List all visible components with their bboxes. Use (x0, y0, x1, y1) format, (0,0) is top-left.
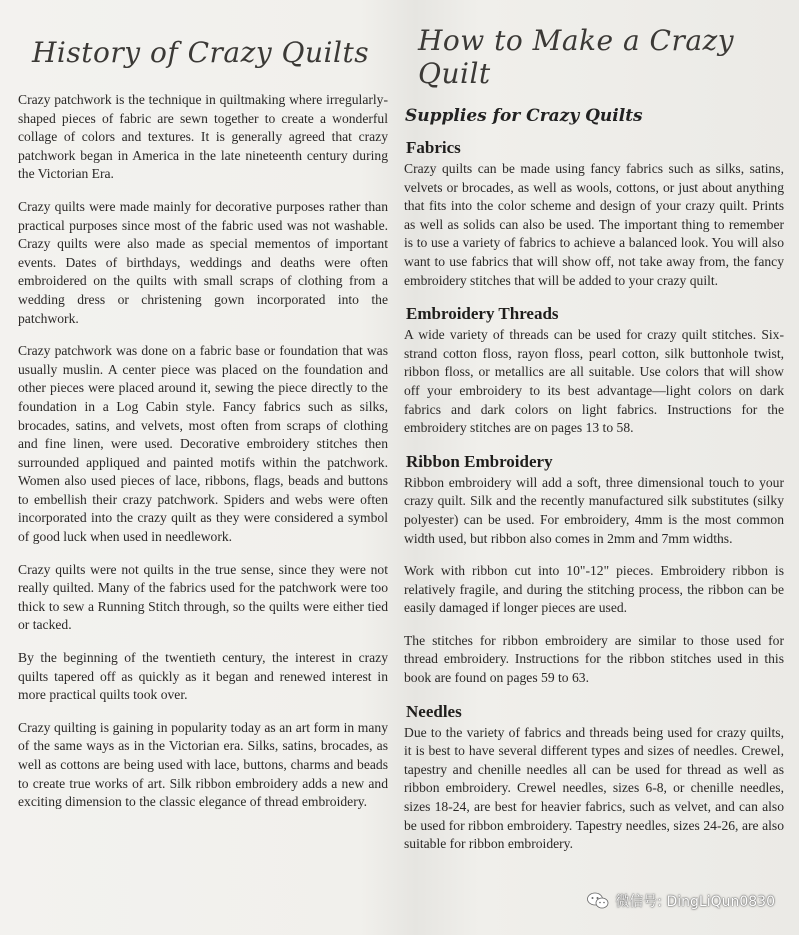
section-heading: Embroidery Threads (406, 304, 559, 324)
section-paragraph: Ribbon embroidery will add a soft, three dimensional touch to your crazy quilt. Silk and the recently manufactured silk substitutes (silky polyester) can be used. For embroidery, 4mm is the most common width used, but ribbon also comes in 2mm and 7mm widths. (404, 474, 784, 546)
history-paragraph: By the beginning of the twentieth century, the interest in crazy quilts tapered off as quickly as it began and renewed interest in more practical quilts took over. (18, 650, 388, 703)
history-paragraph: Crazy patchwork was done on a fabric base or foundation that was usually muslin. A center piece was placed on the foundation and other pieces were placed around it, sewing the piece directly to the foundation in a Log Cabin style. Fancy fabrics such as silks, brocades, satins, and velvets, most often from scraps of clothing and fine linen, were used. Decorative embroidery stitches then surrounded appliqued and painted motifs within the patchwork. Women also used pieces of lace, ribbons, flags, beads and buttons to embellish their crazy patchwork. Spiders and webs were often incorporated into the crazy quilt as they were considered a symbol of good luck when used in needlework. (18, 343, 388, 545)
history-body (18, 91, 388, 812)
supplies-subtitle: Supplies for Crazy Quilts (405, 106, 643, 126)
wechat-watermark (587, 891, 775, 911)
watermark-text: 微信号: DingLiQun0830 (615, 894, 775, 910)
section-paragraph: Crazy quilts can be made using fancy fabrics such as silks, satins, velvets or brocades, as well as wools, cottons, or just about anything that fits into the color scheme and design of your crazy quilt. Prints as well as solids can also be used. The important thing to remember is to use a variety of fabrics to achieve a balanced look. You will also want to use fabrics that will show off, not take away from, the fancy embroidery stitches that will be added to your crazy quilt. (404, 161, 784, 288)
section-heading: Fabrics (406, 138, 461, 157)
wechat-icon (587, 892, 609, 910)
history-paragraph: Crazy patchwork is the technique in quiltmaking where irregularly-shaped pieces of fabric are sewn together to create a wonderful collage of colors and textures. It is generally agreed that crazy patchwork began in America in the late nineteenth century during the Victorian Era. (18, 92, 388, 182)
section-heading: Ribbon Embroidery (406, 451, 553, 471)
section-fabrics (404, 138, 784, 290)
section-paragraph: Due to the variety of fabrics and threads being used for crazy quilts, it is best to have several different types and sizes of needles. Crewel, tapestry and chenille needles all can be used for thread as well as ribbon embroidery. Crewel needles, sizes 6-8, or chenille needles, sizes 18-24, are best for heavier fabrics, such as velvet, and can also be used for ribbon embroidery. Tapestry needles, sizes 24-26, are also suitable for ribbon embroidery. (404, 724, 784, 852)
history-paragraph: Crazy quilts were not quilts in the true sense, since they were not really quilted. Many of the fabrics used for the patchwork were too thick to sew a Running Stitch through, so the quilts were either tied or tacked. (18, 561, 388, 633)
section-needles (404, 702, 784, 854)
section-embroidery-threads (404, 304, 784, 438)
history-title: History of Crazy Quilts (32, 36, 370, 69)
section-paragraph: The stitches for ribbon embroidery are similar to those used for thread embroidery. Instructions for the ribbon stitches used in this book are found on pages 59 to 63. (404, 632, 784, 686)
history-paragraph: Crazy quilts were made mainly for decorative purposes rather than practical purposes since most of the fabric used was not washable. Crazy quilts were also made as special mementos of important events. Dates of birthdays, weddings and deaths were often embroidered on the quilts with small scraps of clothing from a wedding dress or christening gown incorporated into the patchwork. (18, 198, 388, 326)
how-to-column (404, 0, 784, 868)
history-paragraph: Crazy quilting is gaining in popularity today as an art form in many of the same ways as in the Victorian era. Silks, satins, brocades, as well as cottons are being used with lace, buttons, charms and beads to create true works of art. Silk ribbon embroidery adds a new and exciting dimension to the classic elegance of thread embroidery. (18, 719, 388, 810)
how-to-title: How to Make a Crazy Quilt (418, 24, 735, 90)
section-paragraph: Work with ribbon cut into 10"-12" pieces. Embroidery ribbon is relatively fragile, and during the stitching process, the ribbon can be easily damaged if longer pieces are used. (404, 563, 784, 616)
section-paragraph: A wide variety of threads can be used for crazy quilt stitches. Six-strand cotton floss, rayon floss, pearl cotton, silk buttonhole twist, ribbon floss, or metallics are all suitable. Use colors that will show off your embroidery to its best advantage—light colors on dark fabrics and dark colors on light fabrics. Instructions for the embroidery stitches are on pages 13 to 58. (404, 327, 784, 436)
history-column (18, 0, 388, 826)
section-ribbon-embroidery (404, 452, 784, 688)
section-heading: Needles (406, 701, 462, 721)
